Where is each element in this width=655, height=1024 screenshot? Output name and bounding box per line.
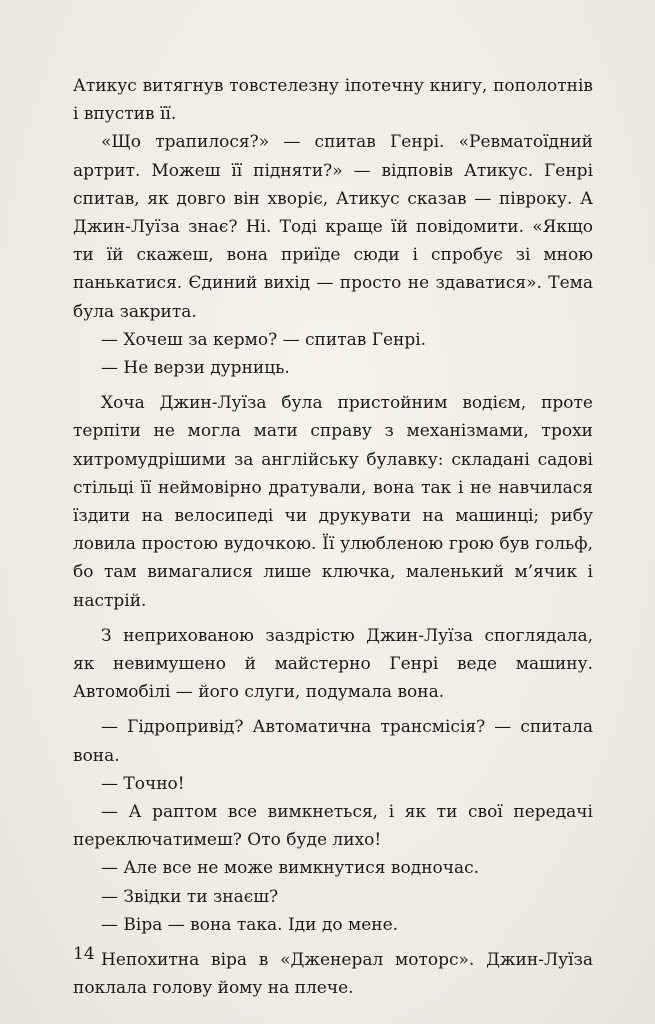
paragraph: — Гідропривід? Автоматична трансмісія? — спитала вона.: [73, 717, 593, 766]
paragraph: — Звідки ти знаєш?: [101, 886, 279, 907]
paragraph: — Хочеш за кермо? — спитав Генрі.: [101, 329, 427, 350]
paragraph: Атикус витягнув товстелезну іпотечну книгу, пополотнів і впустив її.: [73, 76, 593, 125]
paragraph: «Що трапилося?» — спитав Генрі. «Ревматоїдний артрит. Можеш її підняти?» — відповів Атикус. Генрі спитав, як довго він хворіє, Атикус сказав — півроку. А Джин-Луїза знає? Ні. Тоді краще їй повідомити. «Якщо ти їй скажеш, вона приїде сюди і спробує зі мною панькатися. Єдиний вихід — просто не здаватися». Тема була закрита.: [73, 132, 593, 322]
paragraph: — А раптом все вимкнеться, і як ти свої передачі переключатимеш? Ото буде лихо!: [73, 802, 593, 851]
paragraph: З неприхованою заздрістю Джин-Луїза споглядала, як невимушено й майстерно Генрі веде машину. Автомобілі — його слуги, подумала вона.: [73, 625, 593, 703]
paragraph: Хоча Джин-Луїза була пристойним водієм, проте терпіти не могла мати справу з механізмами, трохи хитромудрішими за англійську булавку: складані садові стільці її неймовірно дратували, вона так і не навчилася їздити на велосипеді чи друкувати на машинці; рибу ловила простою вудочкою. Її улюбленою грою був гольф, бо там вимагалися лише ключка, маленький м’ячик і настрій.: [73, 393, 593, 611]
paragraph: — Віра — вона така. Іди до мене.: [101, 914, 399, 935]
paragraph: — Але все не може вимкнутися водночас.: [101, 858, 480, 879]
paragraph: — Не верзи дурниць.: [101, 358, 290, 379]
body-text: [73, 72, 593, 1003]
paragraph: Непохитна віра в «Дженерал моторс». Джин-Луїза поклала голову йому на плече.: [73, 950, 593, 999]
paragraph: — Точно!: [101, 773, 185, 794]
page-number: 14: [73, 944, 95, 964]
